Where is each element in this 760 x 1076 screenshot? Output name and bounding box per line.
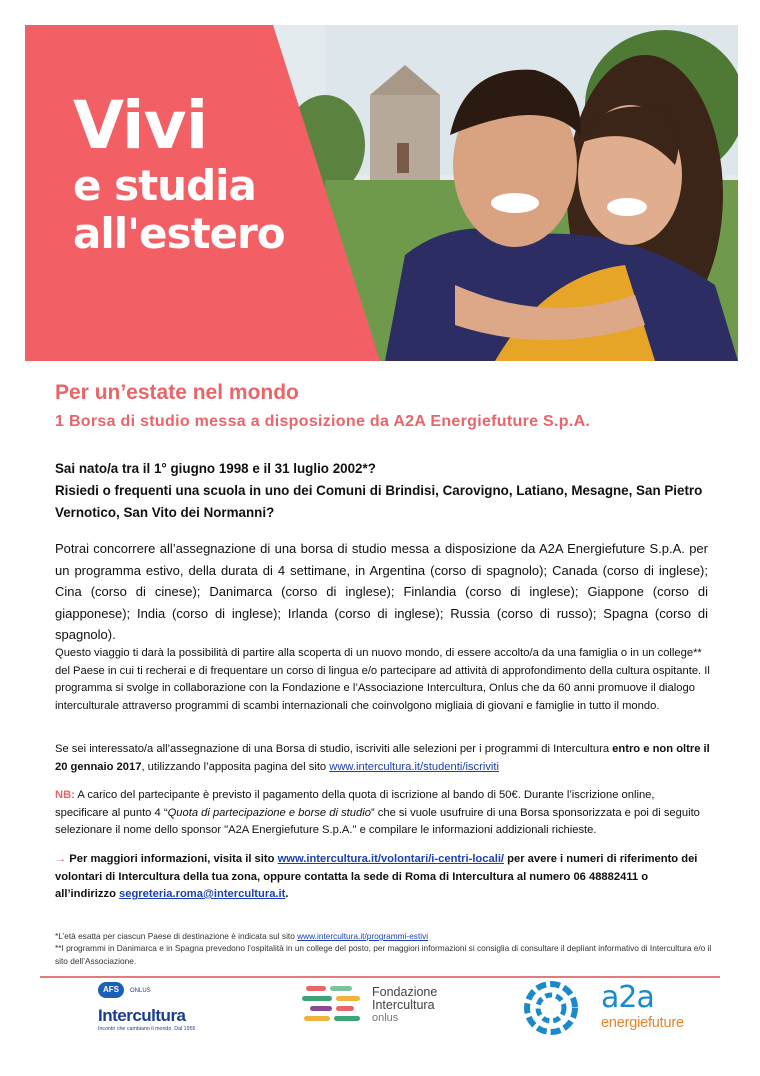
email-link[interactable]: segreteria.roma@intercultura.it	[119, 888, 286, 900]
intercultura-wordmark: Intercultura	[98, 1006, 186, 1025]
subtitle-scholarship: 1 Borsa di studio messa a disposizione da A2A Energiefuture S.p.A.	[55, 413, 591, 430]
a2a-subtitle: energiefuture	[601, 1015, 684, 1031]
footnote-college: **I programmi in Danimarca e in Spagna prevedono l’ospitalità in un college del posto, per maggiori informazioni si consiglia di consultare il depliant informativo di Intercultura e/o il sito dell’Associazione.	[55, 943, 712, 966]
afs-badge: AFS	[98, 982, 124, 998]
hero-title	[73, 87, 285, 258]
hero-title-line-2: e studia	[73, 161, 256, 210]
travel-paragraph: Questo viaggio ti darà la possibilità di partire alla scoperta di un nuovo mondo, di essere accolto/a da una famiglia o in un college** del Paese in cui ti recherai e di frequentare un corso di lingua e/o partecipare ad attività di approfondimento della cultura ospitante. Il programma si svolge in collaborazione con la Fondazione e l’Associazione Intercultura, Onlus che da 60 anni promuove il dialogo interculturale attraverso programmi di scambi internazionali che coinvolgono migliaia di giovani e famiglie in tutto il mondo.	[55, 647, 710, 712]
intercultura-tagline: Incontri che cambiano il mondo. Dal 1955	[98, 1026, 196, 1032]
nb-text-b: ” che si vuole usufruire di una Borsa sponsorizzata e poi di seguito selezionare il nome dello sponsor "A2A Energiefuture S.p.A." e compilare le informazioni addizionali richieste.	[55, 806, 700, 836]
hero-title-line-1: Vivi	[73, 87, 208, 164]
fondazione-line-2: Intercultura	[372, 998, 435, 1012]
intercultura-logo	[90, 980, 210, 1040]
hero-title-line-3: all'estero	[73, 209, 285, 258]
a2a-wordmark: a2a	[601, 980, 654, 1015]
summer-programs-link[interactable]: www.intercultura.it/programmi-estivi	[297, 931, 429, 941]
nb-label: NB:	[55, 789, 75, 801]
fondazione-text	[372, 986, 437, 1025]
enrollment-paragraph	[55, 741, 710, 776]
fondazione-line-3: onlus	[372, 1012, 399, 1024]
question-birthdate: Sai nato/a tra il 1° giugno 1998 e il 31 luglio 2002*?	[55, 461, 376, 476]
fondazione-stripes-icon	[300, 982, 366, 1032]
nb-paragraph	[55, 787, 710, 840]
fondazione-intercultura-logo	[300, 982, 460, 1032]
footnote-age-text: *L’età esatta per ciascun Paese di destinazione è indicata sul sito	[55, 931, 298, 941]
a2a-logo	[515, 978, 705, 1038]
enrollment-deadline: entro e non oltre il 20 gennaio 2017	[55, 743, 710, 773]
info-paragraph	[55, 851, 710, 904]
afs-onlus-label: ONLUS	[130, 988, 151, 994]
info-text-b: per avere i numeri di riferimento dei volontari di Intercultura della tua zona, oppure contatta la sede di Roma di Intercultura al numero 06 48882411 o all’indirizzo	[55, 853, 698, 900]
nb-emphasis: Quota di partecipazione e borse di studio	[167, 806, 371, 819]
nb-text-a: A carico del partecipante è previsto il pagamento della quota di iscrizione al bando di 50€. Durante l’iscrizione online, specificare al punto 4 “	[55, 789, 655, 819]
footnote-age	[55, 930, 715, 943]
info-text-c: .	[285, 888, 289, 900]
intro-paragraph: Potrai concorrere all’assegnazione di una borsa di studio messa a disposizione da A2A Energiefuture S.p.A. per un programma estivo, della durata di 4 settimane, in Argentina (corso di spagnolo); Canada (corso di inglese); Cina (corso di cinese); Danimarca (corso di inglese); Finlandia (corso di inglese); Giappone (corso di giapponese); India (corso di inglese); Irlanda (corso di inglese); Russia (corso di russo); Spagna (corso di spagnolo).	[55, 541, 708, 642]
hero-banner	[25, 25, 738, 361]
subtitle-summer: Per un’estate nel mondo	[55, 381, 299, 404]
enrollment-text-c: , utilizzando l’apposita pagina del sito	[141, 760, 330, 773]
enrollment-text-a: Se sei interessato/a all’assegnazione di una Borsa di studio, iscriviti alle selezioni per i programmi di Intercultura	[55, 743, 613, 755]
enrollment-link[interactable]: www.intercultura.it/studenti/iscriviti	[329, 760, 499, 773]
arrow-icon: →	[55, 853, 67, 865]
info-text-a: Per maggiori informazioni, visita il sito	[66, 853, 278, 865]
a2a-circle-icon	[521, 980, 583, 1036]
fondazione-line-1: Fondazione	[372, 985, 438, 999]
local-centers-link[interactable]: www.intercultura.it/volontari/i-centri-locali/	[277, 853, 505, 865]
question-residence: Risiedi o frequenti una scuola in uno dei Comuni di Brindisi, Carovigno, Latiano, Mesagne, San Pietro Vernotico, San Vito dei Normanni?	[55, 483, 703, 520]
